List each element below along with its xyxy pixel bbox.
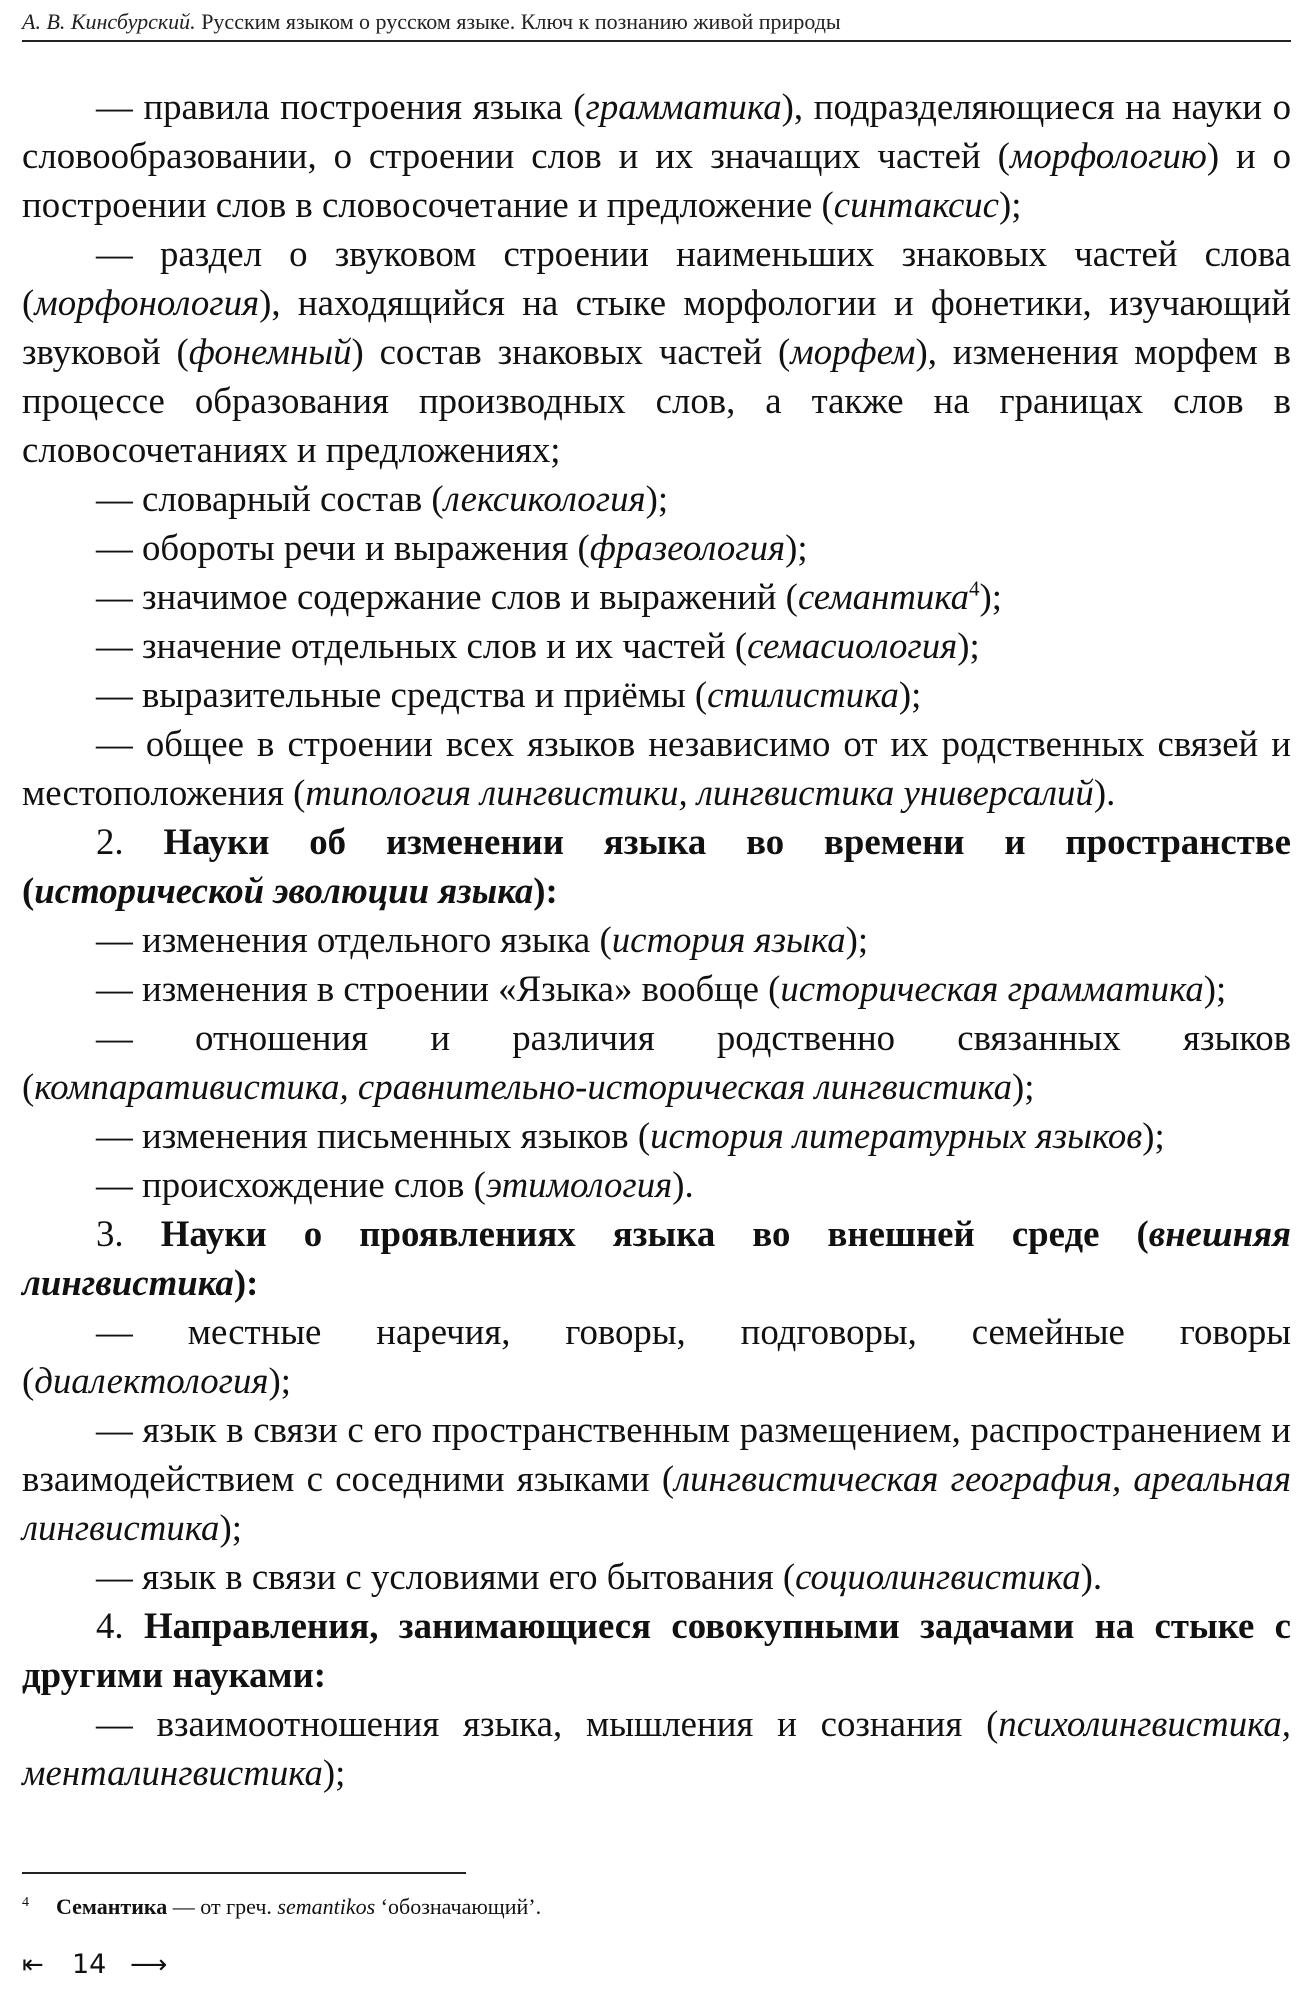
text-run: — язык в связи с условиями его бытования ( [96,1556,796,1597]
text-run: Направления, занимающиеся совокупными задачами на стыке с другими науками: [22,1605,1291,1695]
term-italic: фразеология [589,527,786,568]
section-heading [22,1209,1291,1307]
term-italic: история языка [611,919,846,960]
term-italic: социолингвистика [795,1556,1081,1597]
main-text [22,82,1291,1797]
list-item [22,915,1291,964]
list-item [22,229,1291,474]
text-run: ); [979,576,1002,617]
text-run: ); [322,1752,346,1793]
text-run: — общее в строении всех языков независимо от их родственных связей и местоположения ( [22,723,1291,813]
term-italic: диалектология [34,1360,269,1401]
text-run: ). [1080,1556,1103,1597]
text-run: ); [219,1507,242,1548]
text-run: Науки об изменении языка во времени и пространстве ( [22,821,1292,911]
text-run: ), подразделяющиеся на науки о словообразовании, о строении слов и их значащих частей ( [22,86,1292,176]
page-number: 14 [72,1949,107,1980]
list-item [22,82,1291,229]
term-italic: история литературных языков [650,1115,1143,1156]
term-italic: лингвистическая география, ареальная лингвистика [22,1458,1291,1548]
text-run: ); [645,478,669,519]
text-run: 2. [96,821,164,862]
text-run: — отношения и различия родственно связанных языков ( [22,1017,1291,1107]
list-item [22,1111,1291,1160]
term-italic: типология лингвистики, лингвистика универсалий [305,772,1094,813]
header-author: А. В. Кинсбурский. [22,9,196,34]
term-italic: стилистика [707,674,899,715]
list-item [22,1405,1291,1552]
term-italic: исторической эволюции языка [34,870,534,911]
text-run: — изменения письменных языков ( [96,1115,651,1156]
text-run: — выразительные средства и приёмы ( [96,674,708,715]
text-run: ); [1203,968,1227,1009]
text-run: — раздел о звуковом строении наименьших знаковых частей слова ( [22,233,1291,323]
section-heading [22,1601,1291,1699]
term-italic: семантика [797,576,970,617]
text-run: — язык в связи с его пространственным размещением, распространением и взаимодействием с соседними языками ( [22,1409,1291,1499]
text-run: ); [957,625,980,666]
section-heading [22,817,1291,915]
list-item [22,474,1291,523]
text-run: ); [1142,1115,1165,1156]
list-item [22,964,1291,1013]
term-italic: морфем [790,331,916,372]
term-italic: лексикология [443,478,646,519]
book-page [22,0,1291,2000]
text-run: ): [533,870,558,911]
term-italic: грамматика [585,86,782,127]
list-item [22,1013,1291,1111]
text-run: ); [999,184,1022,225]
text-run: ); [1012,1066,1035,1107]
list-item [22,523,1291,572]
list-item [22,1552,1291,1601]
list-item [22,1160,1291,1209]
text-run: — правила построения языка ( [96,86,586,127]
term-italic: внешняя лингвистика [22,1213,1291,1303]
term-italic: морфологию [1009,135,1207,176]
text-run: — обороты речи и выражения ( [96,527,590,568]
text-run: 4. [96,1605,144,1646]
term-italic: психолингвистика, менталингвистика [22,1703,1291,1793]
term-italic: компаративистика, сравнительно-историческая лингвистика [34,1066,1012,1107]
text-run: — происхождение слов ( [96,1164,486,1205]
list-item [22,670,1291,719]
left-arrow-icon: ⇤ [22,1950,44,1980]
footnote-divider [22,1872,466,1874]
header-title: Русским языком о русском языке. Ключ к познанию живой природы [195,9,841,34]
footnote: 4 Семантика — от греч. semantikos ‘обозначающий’. [22,1894,542,1919]
text-run: ). [1093,772,1116,813]
text-run: ): [233,1262,259,1303]
text-run: — взаимоотношения языка, мышления и сознания ( [96,1703,999,1744]
running-header [22,8,1291,42]
list-item [22,1307,1291,1405]
text-run: ); [785,527,808,568]
footnote-text-after: ‘обозначающий’. [375,1894,542,1919]
footnote-ref: 4 [969,576,980,601]
text-run: — изменения в строении «Языка» вообще ( [96,968,781,1009]
list-item [22,1699,1291,1797]
text-run: 3. [96,1213,161,1254]
text-run: ); [845,919,869,960]
right-arrow-icon: ⟶ [130,1950,168,1980]
term-italic: морфонология [34,282,260,323]
list-item [22,621,1291,670]
text-run: ); [898,674,922,715]
text-run: ). [672,1164,694,1205]
footnote-foreign-word: semantikos [277,1894,376,1919]
term-italic: семасиология [747,625,958,666]
text-run: — значимое содержание слов и выражений ( [96,576,798,617]
text-run: — местные наречия, говоры, подговоры, семейные говоры ( [22,1311,1291,1401]
text-run: ) и о построении слов в словосочетание и предложение ( [22,135,1291,225]
term-italic: синтаксис [833,184,1000,225]
text-run: — словарный состав ( [96,478,444,519]
list-item [22,719,1291,817]
term-italic: историческая грамматика [780,968,1204,1009]
text-run: Науки о проявлениях языка во внешней среде ( [160,1213,1149,1254]
list-item [22,572,1291,621]
text-run: — значение отдельных слов и их частей ( [96,625,748,666]
term-italic: фонемный [188,331,352,372]
footnote-term: Семантика [56,1894,168,1919]
text-run: ) состав знаковых частей ( [351,331,791,372]
text-run: — изменения отдельного языка ( [96,919,612,960]
footnote-text-before: — от греч. [167,1894,278,1919]
text-run: ); [268,1360,291,1401]
text-run: ), находящийся на стыке морфологии и фонетики, изучающий звуковой ( [22,282,1291,372]
term-italic: этимология [485,1164,673,1205]
text-run: ), изменения морфем в процессе образования производных слов, а также на границах слов в словосочетаниях и предложениях; [22,331,1292,470]
page-number-area [22,1945,282,1985]
